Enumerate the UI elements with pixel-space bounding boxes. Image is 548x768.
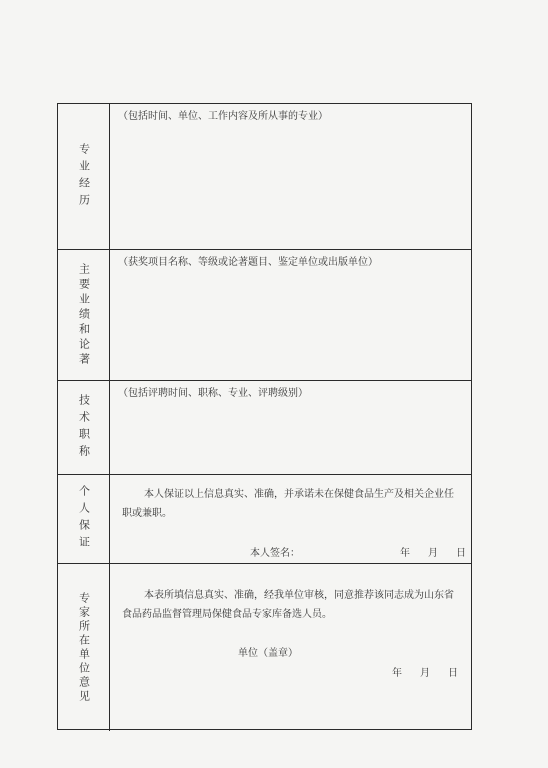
content-cell[interactable] bbox=[110, 381, 471, 474]
label-cell bbox=[58, 381, 110, 474]
content-cell[interactable] bbox=[110, 250, 471, 380]
row-label: 专业经历 bbox=[77, 142, 91, 211]
label-cell bbox=[58, 475, 110, 563]
hint-text: （包括评聘时间、职称、专业、评聘级别） bbox=[118, 388, 308, 399]
row-label: 技术职称 bbox=[77, 393, 91, 462]
row-technical-title bbox=[58, 381, 471, 475]
application-form-table bbox=[57, 103, 472, 730]
content-cell[interactable] bbox=[110, 104, 471, 249]
guarantee-statement: 本人保证以上信息真实、准确，并承诺未在保健食品生产及相关企业任职或兼职。 bbox=[122, 489, 454, 519]
hint-text: （包括时间、单位、工作内容及所从事的专业） bbox=[118, 111, 328, 122]
hint-text: （获奖项目名称、等级或论著题目、鉴定单位或出版单位） bbox=[118, 257, 378, 268]
date-label: 年 月 日 bbox=[392, 668, 462, 679]
label-cell bbox=[58, 250, 110, 380]
row-personal-guarantee bbox=[58, 475, 471, 564]
unit-statement: 本表所填信息真实、准确，经我单位审核，同意推荐该同志成为山东省食品药品监督管理局保健食品专家库备选人员。 bbox=[122, 590, 454, 620]
stamp-label: 单位（盖章） bbox=[238, 648, 298, 659]
row-professional-experience bbox=[58, 104, 471, 250]
content-cell bbox=[110, 564, 471, 731]
row-achievements bbox=[58, 250, 471, 381]
signature-label: 本人签名： bbox=[250, 548, 300, 559]
date-label: 年 月 日 bbox=[400, 548, 470, 559]
label-cell bbox=[58, 564, 110, 731]
row-unit-opinion bbox=[58, 564, 471, 731]
content-cell bbox=[110, 475, 471, 563]
row-label: 专家所在单位意见 bbox=[77, 591, 91, 704]
label-cell bbox=[58, 104, 110, 249]
row-label: 主要业绩和论著 bbox=[77, 262, 91, 368]
row-label: 个人保证 bbox=[77, 485, 91, 553]
